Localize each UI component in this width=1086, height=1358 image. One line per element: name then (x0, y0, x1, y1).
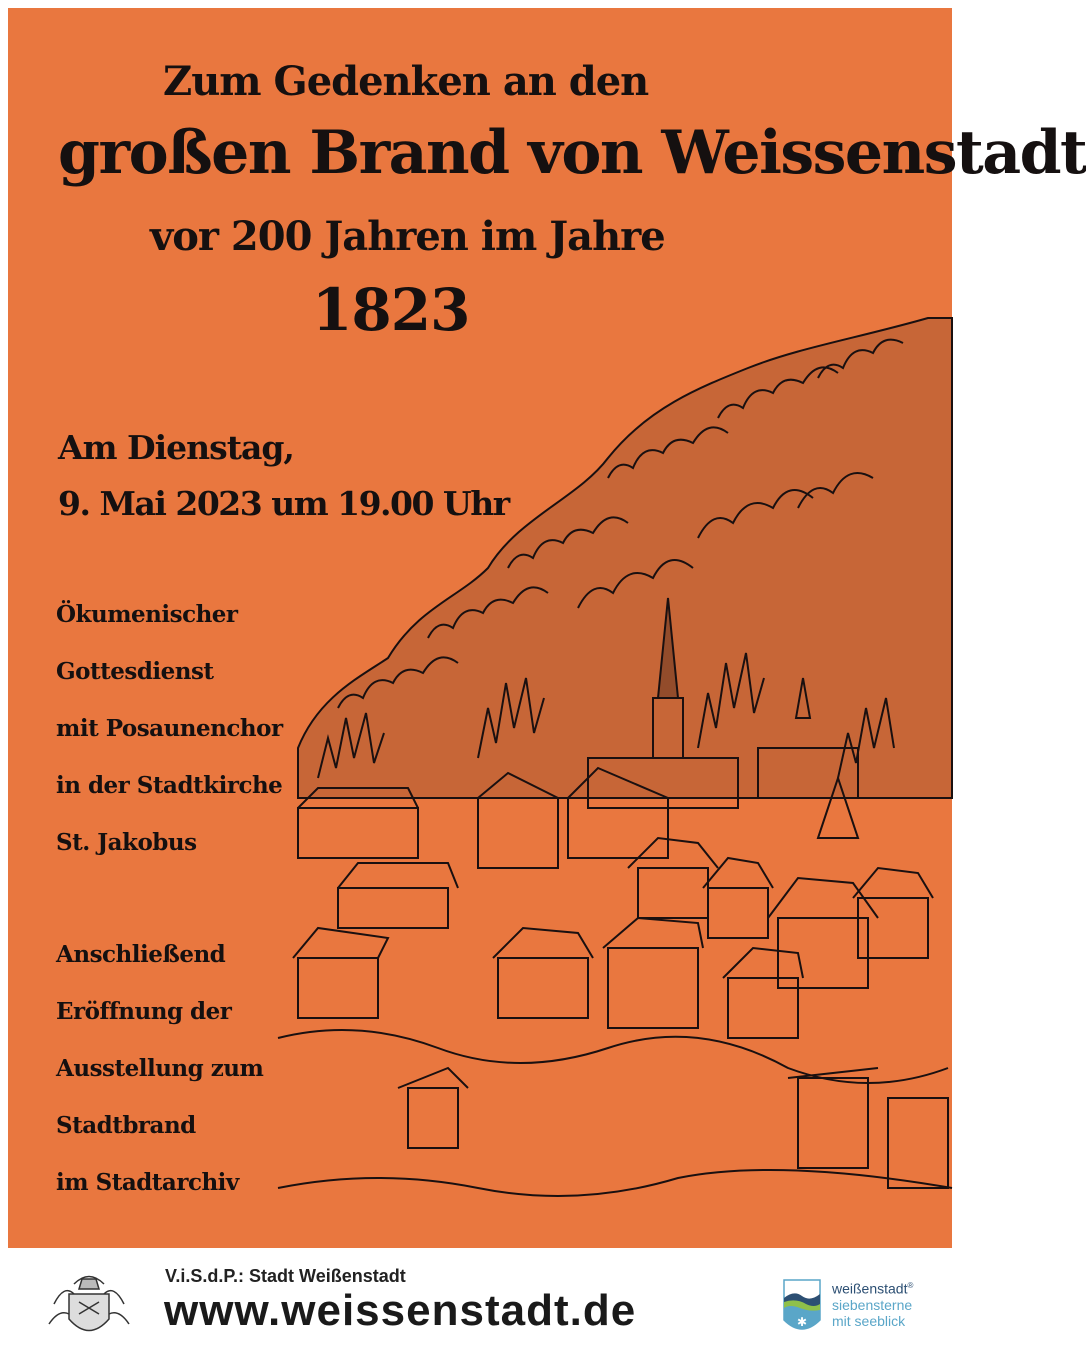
program-line: in der Stadtkirche (56, 772, 283, 799)
event-day: Am Dienstag, (58, 428, 294, 467)
title-year: 1823 (312, 276, 470, 344)
program-line: mit Posaunenchor (56, 715, 283, 742)
town-fire-illustration (278, 278, 952, 1248)
svg-text:✱: ✱ (796, 1315, 808, 1329)
title-line-3: vor 200 Jahren im Jahre (150, 213, 665, 260)
title-line-1: Zum Gedenken an den (163, 58, 649, 105)
title-line-2: großen Brand von Weissenstadt (58, 118, 1086, 188)
program-line: im Stadtarchiv (56, 1169, 239, 1196)
brand-wordmark (832, 1278, 913, 1329)
program-line: Ausstellung zum (56, 1055, 264, 1082)
program-line: Stadtbrand (56, 1112, 196, 1139)
coat-of-arms-icon (44, 1264, 134, 1344)
brand-name: weißenstadt (832, 1280, 908, 1297)
brand-tagline-1: siebensterne (832, 1296, 913, 1313)
event-datetime: 9. Mai 2023 um 19.00 Uhr (58, 484, 509, 523)
weissenstadt-logo-icon (780, 1276, 824, 1338)
program-line: Eröffnung der (56, 998, 232, 1025)
program-line: Anschließend (56, 941, 226, 968)
program-line: St. Jakobus (56, 829, 197, 856)
program-exhibition-list (56, 940, 263, 1225)
registered-mark: ® (907, 1281, 914, 1290)
brand-tagline-2: mit seeblick (832, 1312, 906, 1329)
program-line: Gottesdienst (56, 658, 214, 685)
website-url[interactable]: www.weissenstadt.de (164, 1286, 637, 1335)
program-service-list (56, 600, 283, 885)
visdp-text: V.i.S.d.P.: Stadt Weißenstadt (165, 1266, 406, 1286)
program-line: Ökumenischer (56, 601, 238, 628)
footer (0, 1248, 960, 1358)
poster (8, 8, 1086, 1248)
